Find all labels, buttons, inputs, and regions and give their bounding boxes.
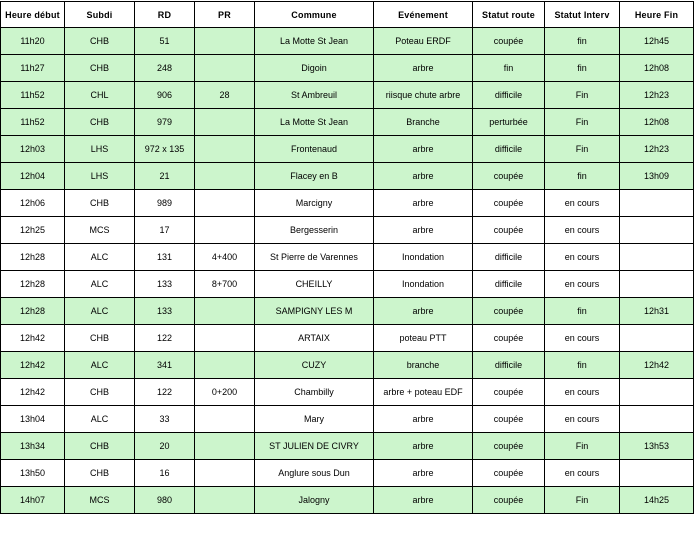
cell-commune: Frontenaud [255,136,374,163]
cell-pr [195,28,255,55]
cell-rd: 122 [135,379,195,406]
cell-evenement: arbre [374,217,473,244]
cell-statut-route: difficile [473,136,545,163]
cell-subdi: ALC [65,352,135,379]
cell-commune: Chambilly [255,379,374,406]
cell-heure-fin [620,325,694,352]
cell-rd: 51 [135,28,195,55]
table-row [1,460,694,487]
table-row [1,190,694,217]
cell-rd: 21 [135,163,195,190]
table-row [1,487,694,514]
cell-rd: 133 [135,298,195,325]
cell-heure-debut: 12h28 [1,271,65,298]
cell-statut-route: coupée [473,298,545,325]
cell-rd: 972 x 135 [135,136,195,163]
cell-evenement: arbre + poteau EDF [374,379,473,406]
cell-statut-route: difficile [473,244,545,271]
cell-evenement: branche [374,352,473,379]
cell-rd: 33 [135,406,195,433]
cell-heure-fin: 13h09 [620,163,694,190]
cell-pr [195,190,255,217]
col-header-heure-fin: Heure Fin [620,2,694,28]
table-row [1,244,694,271]
cell-subdi: CHL [65,82,135,109]
cell-rd: 989 [135,190,195,217]
cell-statut-route: coupée [473,217,545,244]
cell-pr: 0+200 [195,379,255,406]
cell-statut-interv: Fin [545,136,620,163]
cell-statut-interv: Fin [545,433,620,460]
cell-heure-debut: 12h28 [1,244,65,271]
cell-statut-route: difficile [473,352,545,379]
cell-heure-debut: 12h25 [1,217,65,244]
cell-statut-route: perturbée [473,109,545,136]
cell-heure-fin [620,379,694,406]
cell-evenement: Inondation [374,271,473,298]
col-header-evenement: Evénement [374,2,473,28]
cell-statut-interv: en cours [545,190,620,217]
cell-pr [195,487,255,514]
cell-rd: 17 [135,217,195,244]
cell-evenement: arbre [374,55,473,82]
cell-rd: 341 [135,352,195,379]
cell-commune: Bergesserin [255,217,374,244]
cell-statut-interv: Fin [545,82,620,109]
cell-subdi: CHB [65,28,135,55]
cell-commune: Digoin [255,55,374,82]
cell-commune: CHEILLY [255,271,374,298]
cell-statut-route: fin [473,55,545,82]
cell-rd: 906 [135,82,195,109]
cell-heure-debut: 11h27 [1,55,65,82]
cell-heure-debut: 12h42 [1,352,65,379]
cell-pr: 28 [195,82,255,109]
cell-evenement: arbre [374,460,473,487]
col-header-statut-interv: Statut Interv [545,2,620,28]
cell-heure-debut: 12h28 [1,298,65,325]
cell-subdi: CHB [65,190,135,217]
cell-statut-interv: Fin [545,109,620,136]
cell-subdi: LHS [65,136,135,163]
table-row [1,136,694,163]
cell-heure-fin: 12h45 [620,28,694,55]
cell-rd: 979 [135,109,195,136]
cell-subdi: CHB [65,433,135,460]
cell-evenement: arbre [374,190,473,217]
cell-heure-debut: 12h06 [1,190,65,217]
cell-pr [195,217,255,244]
cell-evenement: poteau PTT [374,325,473,352]
cell-commune: Mary [255,406,374,433]
cell-pr [195,406,255,433]
cell-heure-fin: 13h53 [620,433,694,460]
cell-rd: 122 [135,325,195,352]
incident-table [0,1,694,514]
cell-pr [195,298,255,325]
cell-subdi: ALC [65,298,135,325]
cell-commune: Flacey en B [255,163,374,190]
cell-heure-fin: 12h31 [620,298,694,325]
cell-heure-fin: 12h42 [620,352,694,379]
cell-heure-fin [620,244,694,271]
cell-heure-debut: 13h04 [1,406,65,433]
cell-heure-fin: 12h08 [620,109,694,136]
cell-subdi: MCS [65,217,135,244]
cell-statut-route: difficile [473,271,545,298]
cell-heure-fin [620,217,694,244]
table-row [1,55,694,82]
cell-statut-interv: en cours [545,271,620,298]
cell-rd: 248 [135,55,195,82]
cell-statut-route: coupée [473,190,545,217]
cell-pr [195,352,255,379]
header-row [1,2,694,28]
table-row [1,28,694,55]
table-row [1,271,694,298]
cell-subdi: ALC [65,406,135,433]
cell-statut-interv: fin [545,352,620,379]
cell-evenement: riisque chute arbre [374,82,473,109]
table-row [1,325,694,352]
cell-pr [195,433,255,460]
cell-statut-route: coupée [473,433,545,460]
table-row [1,406,694,433]
cell-commune: SAMPIGNY LES M [255,298,374,325]
cell-evenement: arbre [374,487,473,514]
cell-commune: La Motte St Jean [255,109,374,136]
cell-heure-fin: 14h25 [620,487,694,514]
cell-statut-route: coupée [473,28,545,55]
cell-commune: ST JULIEN DE CIVRY [255,433,374,460]
cell-heure-debut: 11h52 [1,109,65,136]
cell-subdi: LHS [65,163,135,190]
cell-pr: 8+700 [195,271,255,298]
cell-subdi: CHB [65,460,135,487]
cell-heure-fin [620,460,694,487]
cell-statut-route: coupée [473,379,545,406]
cell-statut-interv: en cours [545,406,620,433]
table-row [1,217,694,244]
cell-pr [195,163,255,190]
col-header-statut-route: Statut route [473,2,545,28]
cell-heure-debut: 13h34 [1,433,65,460]
col-header-rd: RD [135,2,195,28]
cell-statut-route: coupée [473,460,545,487]
cell-statut-route: coupée [473,487,545,514]
cell-statut-interv: fin [545,298,620,325]
col-header-commune: Commune [255,2,374,28]
cell-rd: 131 [135,244,195,271]
cell-pr [195,460,255,487]
cell-rd: 980 [135,487,195,514]
cell-statut-interv: fin [545,55,620,82]
cell-subdi: CHB [65,325,135,352]
cell-heure-fin: 12h23 [620,82,694,109]
cell-commune: CUZY [255,352,374,379]
cell-statut-interv: en cours [545,244,620,271]
cell-rd: 20 [135,433,195,460]
cell-evenement: Branche [374,109,473,136]
cell-evenement: Inondation [374,244,473,271]
cell-heure-debut: 14h07 [1,487,65,514]
cell-statut-interv: en cours [545,325,620,352]
cell-subdi: ALC [65,244,135,271]
cell-pr: 4+400 [195,244,255,271]
cell-heure-debut: 12h42 [1,325,65,352]
cell-statut-interv: fin [545,28,620,55]
table-row [1,82,694,109]
col-header-heure-debut: Heure début [1,2,65,28]
col-header-subdi: Subdi [65,2,135,28]
col-header-pr: PR [195,2,255,28]
cell-heure-fin [620,190,694,217]
cell-commune: La Motte St Jean [255,28,374,55]
cell-commune: St Pierre de Varennes [255,244,374,271]
cell-heure-debut: 12h04 [1,163,65,190]
cell-heure-fin [620,271,694,298]
cell-commune: Jalogny [255,487,374,514]
table-row [1,109,694,136]
cell-heure-debut: 12h03 [1,136,65,163]
table-row [1,433,694,460]
table-row [1,298,694,325]
cell-pr [195,109,255,136]
table-body [1,28,694,514]
cell-evenement: arbre [374,298,473,325]
cell-statut-interv: fin [545,163,620,190]
cell-statut-interv: en cours [545,217,620,244]
cell-subdi: MCS [65,487,135,514]
cell-rd: 16 [135,460,195,487]
cell-subdi: CHB [65,109,135,136]
cell-subdi: CHB [65,55,135,82]
cell-evenement: arbre [374,433,473,460]
cell-statut-route: difficile [473,82,545,109]
cell-commune: Marcigny [255,190,374,217]
cell-statut-route: coupée [473,406,545,433]
cell-commune: Anglure sous Dun [255,460,374,487]
cell-pr [195,136,255,163]
cell-heure-fin: 12h08 [620,55,694,82]
cell-statut-interv: en cours [545,460,620,487]
cell-heure-debut: 11h52 [1,82,65,109]
cell-heure-fin: 12h23 [620,136,694,163]
cell-pr [195,55,255,82]
table-row [1,379,694,406]
cell-statut-route: coupée [473,163,545,190]
cell-evenement: arbre [374,406,473,433]
cell-commune: ARTAIX [255,325,374,352]
table-row [1,352,694,379]
cell-rd: 133 [135,271,195,298]
cell-statut-interv: Fin [545,487,620,514]
table-row [1,163,694,190]
cell-evenement: Poteau ERDF [374,28,473,55]
cell-statut-route: coupée [473,325,545,352]
cell-evenement: arbre [374,136,473,163]
cell-evenement: arbre [374,163,473,190]
cell-heure-debut: 11h20 [1,28,65,55]
cell-heure-fin [620,406,694,433]
cell-pr [195,325,255,352]
cell-subdi: ALC [65,271,135,298]
cell-heure-debut: 13h50 [1,460,65,487]
cell-commune: St Ambreuil [255,82,374,109]
cell-heure-debut: 12h42 [1,379,65,406]
cell-subdi: CHB [65,379,135,406]
cell-statut-interv: en cours [545,379,620,406]
